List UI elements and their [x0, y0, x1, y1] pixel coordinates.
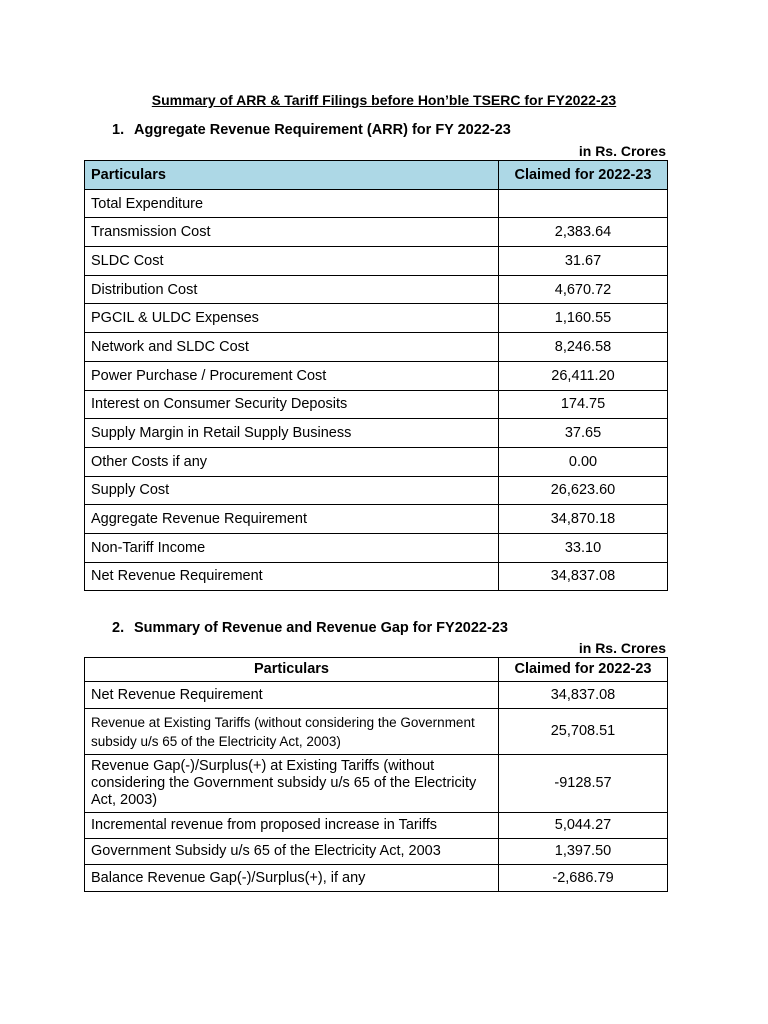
row-value: 26,411.20 — [499, 361, 668, 390]
row-label: Supply Cost — [85, 476, 499, 505]
row-value: 0.00 — [499, 447, 668, 476]
row-value: 1,397.50 — [499, 839, 668, 865]
row-value: 8,246.58 — [499, 333, 668, 362]
row-label: Network and SLDC Cost — [85, 333, 499, 362]
table-row — [85, 865, 668, 892]
table-row — [85, 682, 668, 709]
row-label: Aggregate Revenue Requirement — [85, 505, 499, 534]
arr-table-header — [85, 161, 668, 190]
section2-number: 2. — [112, 620, 125, 636]
row-label: Revenue at Existing Tariffs (without considering the Government subsidy u/s 65 of the Electricity Act, 2003) — [85, 709, 499, 755]
header-claimed: Claimed for 2022-23 — [499, 161, 668, 190]
revenue-gap-table-header — [85, 658, 668, 682]
row-value: 5,044.27 — [499, 813, 668, 839]
row-value: -2,686.79 — [499, 865, 668, 892]
row-label: PGCIL & ULDC Expenses — [85, 304, 499, 333]
row-value: 37.65 — [499, 419, 668, 448]
table-row — [85, 533, 668, 562]
table-row — [85, 505, 668, 534]
row-value: 26,623.60 — [499, 476, 668, 505]
row-value: 25,708.51 — [499, 709, 668, 755]
document-title: Summary of ARR & Tariff Filings before Hon’ble TSERC for FY2022-23 — [151, 92, 617, 108]
header-particulars: Particulars — [85, 161, 499, 190]
row-label: Total Expenditure — [85, 189, 499, 218]
row-label: Other Costs if any — [85, 447, 499, 476]
section1-number: 1. — [112, 122, 125, 138]
row-value: 34,837.08 — [499, 682, 668, 709]
table-row — [85, 709, 668, 755]
row-label: Supply Margin in Retail Supply Business — [85, 419, 499, 448]
arr-table — [84, 160, 668, 591]
table-row — [85, 755, 668, 813]
section1-heading — [112, 122, 511, 138]
section1-units: in Rs. Crores — [578, 143, 666, 159]
row-value: -9128.57 — [499, 755, 668, 813]
table-row — [85, 189, 668, 218]
table-row — [85, 333, 668, 362]
row-value — [499, 189, 668, 218]
table-row — [85, 247, 668, 276]
section2-units: in Rs. Crores — [578, 640, 666, 656]
header-particulars: Particulars — [85, 658, 499, 682]
row-label: SLDC Cost — [85, 247, 499, 276]
table-row — [85, 275, 668, 304]
row-label: Interest on Consumer Security Deposits — [85, 390, 499, 419]
section2-heading — [112, 620, 508, 636]
section1-heading-text: Aggregate Revenue Requirement (ARR) for FY 2022-23 — [134, 122, 511, 138]
table-row — [85, 419, 668, 448]
row-label: Distribution Cost — [85, 275, 499, 304]
row-label: Net Revenue Requirement — [85, 682, 499, 709]
table-row — [85, 304, 668, 333]
row-label: Transmission Cost — [85, 218, 499, 247]
row-label: Incremental revenue from proposed increase in Tariffs — [85, 813, 499, 839]
row-label: Net Revenue Requirement — [85, 562, 499, 591]
row-value: 174.75 — [499, 390, 668, 419]
revenue-gap-table — [84, 657, 668, 892]
row-value: 33.10 — [499, 533, 668, 562]
row-label: Non-Tariff Income — [85, 533, 499, 562]
row-label: Balance Revenue Gap(-)/Surplus(+), if any — [85, 865, 499, 892]
table-row — [85, 390, 668, 419]
section2-heading-text: Summary of Revenue and Revenue Gap for FY2022-23 — [134, 620, 508, 636]
row-value: 31.67 — [499, 247, 668, 276]
row-label: Government Subsidy u/s 65 of the Electricity Act, 2003 — [85, 839, 499, 865]
header-claimed: Claimed for 2022-23 — [499, 658, 668, 682]
table-row — [85, 476, 668, 505]
table-row — [85, 218, 668, 247]
row-value: 34,870.18 — [499, 505, 668, 534]
table-row — [85, 813, 668, 839]
table-row — [85, 839, 668, 865]
row-value: 2,383.64 — [499, 218, 668, 247]
row-value: 34,837.08 — [499, 562, 668, 591]
row-label: Power Purchase / Procurement Cost — [85, 361, 499, 390]
row-value: 4,670.72 — [499, 275, 668, 304]
row-label: Revenue Gap(-)/Surplus(+) at Existing Tariffs (without considering the Government subsidy u/s 65 of the Electricity Act, 2003) — [85, 755, 499, 813]
table-row — [85, 562, 668, 591]
table-row — [85, 361, 668, 390]
table-row — [85, 447, 668, 476]
row-value: 1,160.55 — [499, 304, 668, 333]
